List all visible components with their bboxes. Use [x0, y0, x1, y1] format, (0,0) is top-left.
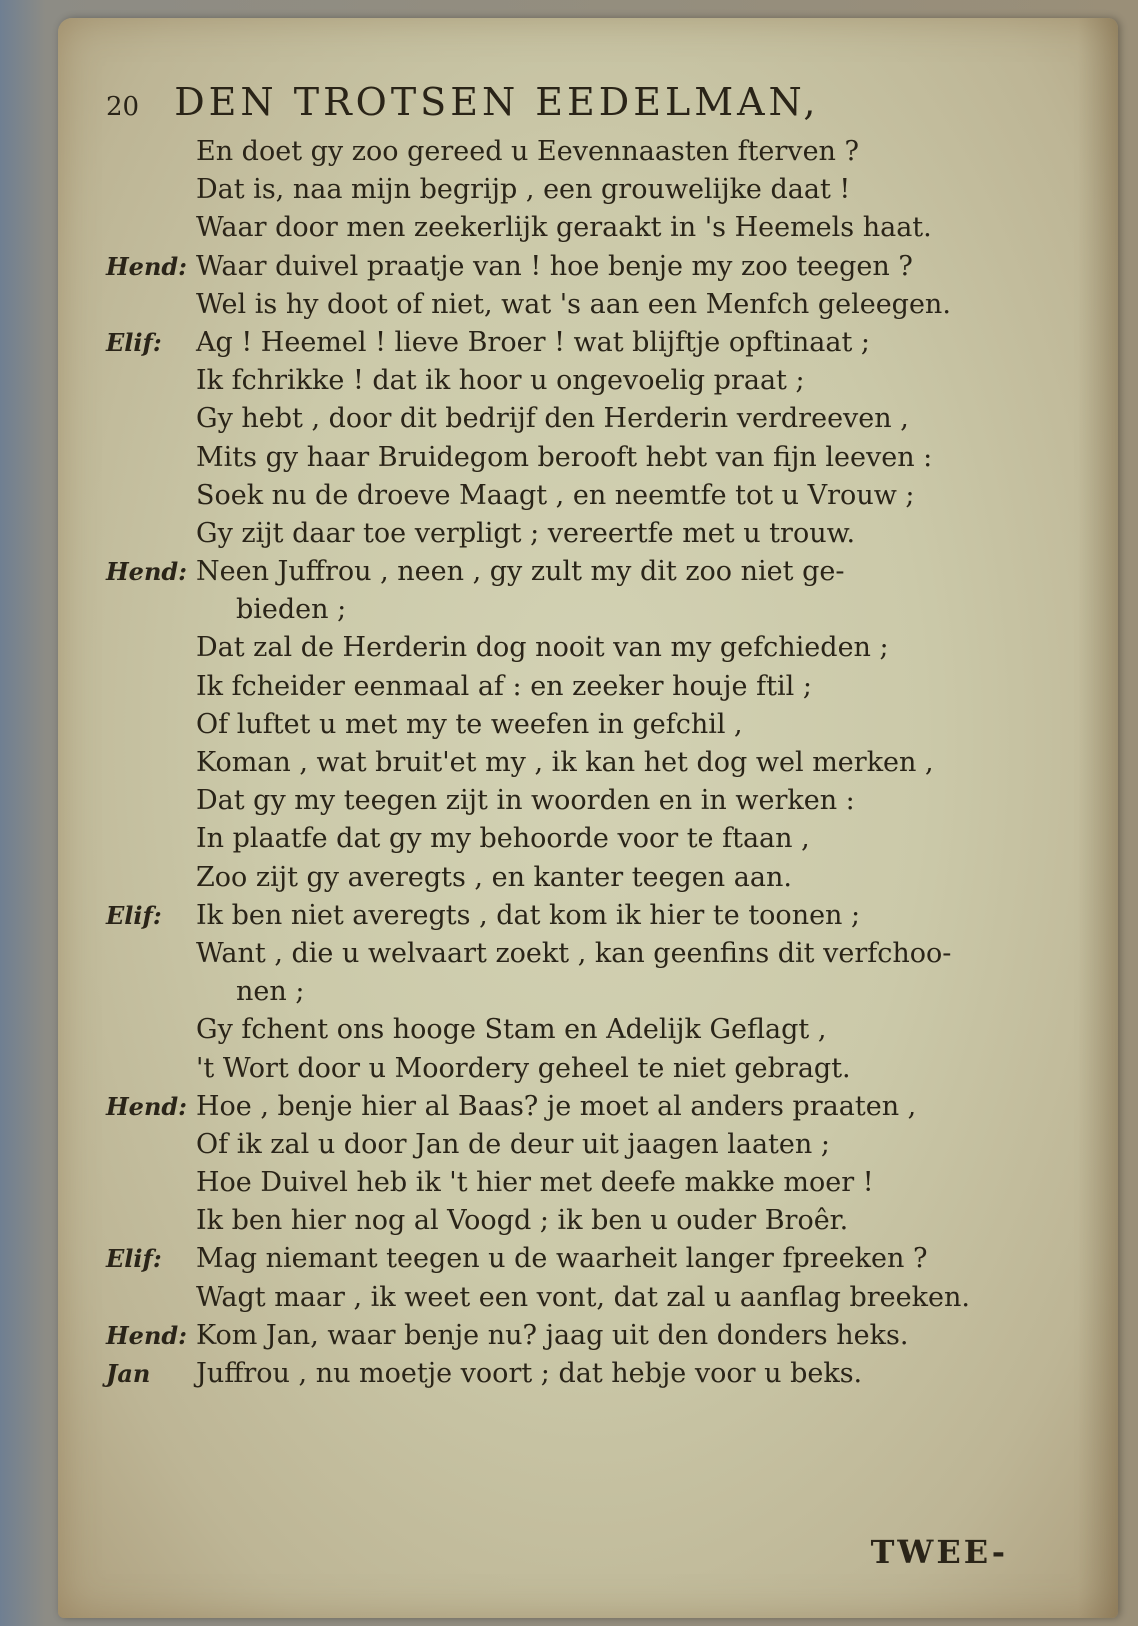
- verse-line: [106, 171, 1106, 209]
- line-text: Hoe , benje hier al Baas? je moet al anders praaten ,: [196, 1090, 917, 1122]
- verse-line: [106, 1011, 1106, 1049]
- line-text: Ik ben hier nog al Voogd ; ik ben u ouder Broêr.: [196, 1205, 849, 1237]
- line-text: Hoe Duivel heb ik 't hier met deefe makke moer !: [196, 1167, 874, 1199]
- verse-line: [106, 324, 1106, 362]
- line-text: En doet gy zoo gereed u Eevennaasten fterven ?: [196, 136, 859, 167]
- line-text: Dat is, naa mijn begrijp , een grouwelijke daat !: [196, 174, 851, 206]
- verse-line: [106, 1164, 1106, 1202]
- running-title: DEN TROTSEN EEDELMAN,: [174, 80, 820, 124]
- line-text: Waar door men zeekerlijk geraakt in 's Heemels haat.: [196, 212, 932, 244]
- speaker-label: Hend:: [106, 1320, 188, 1350]
- line-text: Wagt maar , ik weet een vont, dat zal u aanflag breeken.: [196, 1281, 970, 1313]
- verse-line: [106, 439, 1106, 477]
- verse-line: [106, 248, 1106, 286]
- book-page: [58, 18, 1118, 1618]
- line-text: Soek nu de droeve Maagt , en neemtfe tot u Vrouw ;: [196, 479, 915, 511]
- catchword: TWEE-: [870, 1533, 1008, 1571]
- line-text: Zoo zijt gy averegts , en kanter teegen aan.: [196, 861, 792, 893]
- verse-line: [106, 400, 1106, 438]
- verse-line: [106, 706, 1106, 744]
- verse-line: [106, 477, 1106, 515]
- verse-line: [106, 1240, 1106, 1278]
- page-number: 20: [106, 92, 140, 122]
- line-text: Neen Juffrou , neen , gy zult my dit zoo niet ge-: [196, 556, 845, 588]
- verse-lines: [106, 133, 1106, 1393]
- line-text: Of ik zal u door Jan de deur uit jaagen laaten ;: [196, 1128, 830, 1160]
- verse-line: [106, 973, 1106, 1011]
- line-text: Dat zal de Herderin dog nooit van my gefchieden ;: [196, 632, 889, 664]
- verse-line: [106, 629, 1106, 667]
- line-text: nen ;: [236, 976, 305, 1008]
- verse-line: [106, 859, 1106, 897]
- line-text: Of luftet u met my te weefen in gefchil ,: [196, 708, 743, 740]
- line-text: Gy hebt , door dit bedrijf den Herderin verdreeven ,: [196, 403, 909, 435]
- page-header: [106, 80, 819, 130]
- page-text: [58, 18, 1118, 1618]
- line-text: Koman , wat bruit'et my , ik kan het dog wel merken ,: [196, 747, 934, 778]
- line-text: Gy fchent ons hooge Stam en Adelijk Geflagt ,: [196, 1014, 827, 1046]
- line-text: Ik ben niet averegts , dat kom ik hier te toonen ;: [196, 899, 861, 931]
- line-text: Waar duivel praatje van ! hoe benje my zoo teegen ?: [196, 250, 913, 282]
- verse-line: [106, 209, 1106, 247]
- line-text: Wel is hy doot of niet, wat 's aan een Menfch geleegen.: [196, 288, 951, 320]
- verse-line: [106, 1088, 1106, 1126]
- verse-line: [106, 133, 1106, 171]
- line-text: Gy zijt daar toe verpligt ; vereertfe met u trouw.: [196, 517, 856, 549]
- line-text: Ag ! Heemel ! lieve Broer ! wat blijftje opftinaat ;: [196, 326, 870, 358]
- line-text: Ik fchrikke ! dat ik hoor u ongevoelig praat ;: [196, 365, 805, 397]
- line-text: bieden ;: [236, 594, 347, 626]
- verse-line: [106, 782, 1106, 820]
- verse-line: [106, 286, 1106, 324]
- verse-line: [106, 1355, 1106, 1393]
- speaker-label: Elif:: [106, 1244, 162, 1274]
- speaker-label: Elif:: [106, 900, 162, 930]
- line-text: In plaatfe dat gy my behoorde voor te ftaan ,: [196, 823, 810, 855]
- line-text: Mag niemant teegen u de waarheit langer fpreeken ?: [196, 1243, 928, 1275]
- verse-line: [106, 1050, 1106, 1088]
- verse-line: [106, 668, 1106, 706]
- verse-line: [106, 1279, 1106, 1317]
- speaker-label: Hend:: [106, 557, 188, 587]
- speaker-label: Elif:: [106, 327, 162, 357]
- speaker-label: Hend:: [106, 1091, 188, 1121]
- line-text: Mits gy haar Bruidegom berooft hebt van fijn leeven :: [196, 441, 933, 473]
- verse-line: [106, 553, 1106, 591]
- verse-line: [106, 362, 1106, 400]
- line-text: Ik fcheider eenmaal af : en zeeker houje ftil ;: [196, 670, 812, 702]
- verse-line: [106, 1202, 1106, 1240]
- verse-line: [106, 744, 1106, 782]
- line-text: Want , die u welvaart zoekt , kan geenfins dit verfchoo-: [196, 937, 952, 969]
- line-text: Kom Jan, waar benje nu? jaag uit den donders heks.: [196, 1319, 909, 1351]
- speaker-label: Jan: [106, 1359, 151, 1388]
- line-text: 't Wort door u Moordery geheel te niet gebragt.: [196, 1052, 851, 1084]
- verse-line: [106, 515, 1106, 553]
- speaker-label: Hend:: [106, 251, 188, 281]
- verse-line: [106, 935, 1106, 973]
- line-text: Dat gy my teegen zijt in woorden en in werken :: [196, 785, 855, 817]
- verse-line: [106, 820, 1106, 858]
- verse-line: [106, 1126, 1106, 1164]
- verse-line: [106, 897, 1106, 935]
- line-text: Juffrou , nu moetje voort ; dat hebje voor u beks.: [196, 1358, 863, 1389]
- verse-line: [106, 1317, 1106, 1355]
- verse-line: [106, 591, 1106, 629]
